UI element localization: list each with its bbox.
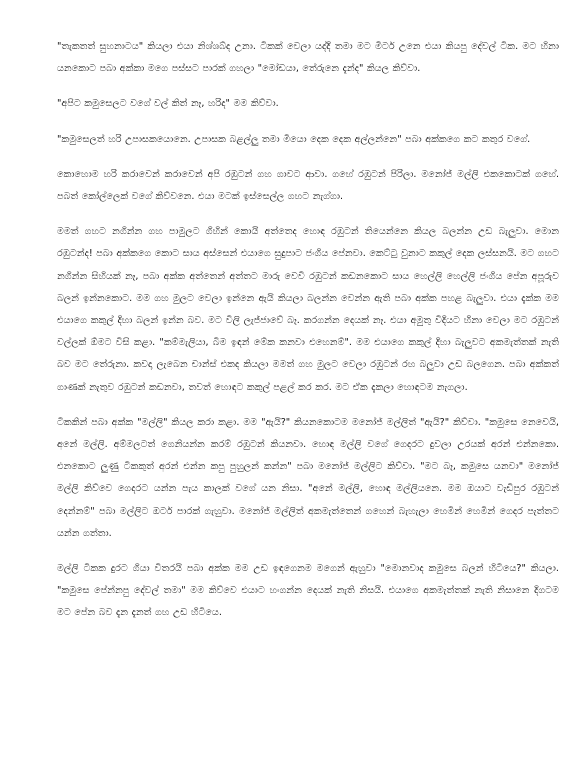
paragraph-5: මමත් ගහට නගින්න ගහ පාමුලට ගිහින් කොයි අත්තෙද හොඳ රඹුටන් තියෙන්නෙ කියල බලන්න උඩ බැලුවා. මොන රඹුටන්ද! පබා අක්කගෙ කොට සාය අස්සෙන් එයාගෙ සුදුපාට ජංගිය පේනවා. කෙට්ටු වුනාට කකුල් දෙක ලස්සනයි. මට ගහට නගින්න සිහියක් නෑ, පබා අක්ක අත්තෙන් අත්තට මාරු වෙවී රඹුටන් කඩනකොට සාය හෙල්ලි හෙල්ලි ජංගිය පේන අපූරුව බලන් ඉන්නකොට. මම ගහ මුලට වෙලා ඉන්නෙ ඇයි කියලා බලන්න වෙන්න ඇති පබා අක්ක පහළ බැලුවා. එයා දැක්ක මම එයාගෙ කකුල් දිහා බලන් ඉන්න බව. මට විලි ලැජ්ජාවේ බෑ. කරගන්න දෙයක් නෑ. එයා අමුතු විදියට හිනා වෙලා මට රඹුටන් වල්ලක් ඕමට විසි කළා. "කම්මැලියා, බිම ඉඳන් මේක කනවා එහෙනම්". මම එයාගෙ කකුල් දිහා බැලුවට අකමැත්තක් නැති බව මට තේරුනා. කවදා ලැබෙන චාන්ස් එකද කියලා මමත් ගහ මුලට වෙලා රඹුටන් රහ බලුවා උඩ බලගෙන. පබා අක්කත් ගාණක් නැතුව රඹුටන් කඩනවා, තවත් හොඳට කකුල් පළල් කර කර. මට ඒක දැකලා හොඳටම නැගලා. — [57, 226, 559, 393]
paragraph-4: කොහොම හරි කරාවෙන් කරාවෙන් අපි රඹුටන් ගහ ගාවට ආවා. ගහේ රඹුටන් පිරිලා. මනෝජ් මල්ලි එකකොටක් ගහේ. පබත් කෝල්ලෙක් වගේ කිව්වනෙ. එයා මටක් ඉස්සෙල්ල ගහට නැග්ගා. — [57, 168, 559, 203]
paragraph-1: "තැකතත් සුහනාටය" කියලා එයා නිශ්ශබ්ද උනා. ටිකක් වෙලා යද්දි තමා මට මීටර් උනෙ එයා කියපු දේවල් ටික. මට හිනා යනකොට පබා අක්කා මගෙ පස්සට පාරක් ගහලා "මෝඩයා, තේරුනෙ දැන්ද" කියල කිව්වා. — [57, 41, 559, 75]
paragraph-6: ටිකකින් පබා අක්ක "මල්ලි" කියල කරා කළා. මම "ඇයි?" කියනකොටම මනෝජ් මල්ලිත් "ඇයි?" කිව්වා. "කමුසෙ නෙවෙයි, අනේ මල්ලි. අම්මලටත් ගෙනියන්න කරම් රඹුටන් කියනවා. හොඳ මල්ලි වගේ ගෙදරට දුවලා උරයක් අරන් එන්නකො. එනකොට ලුණු ටිකකුත් අරන් එන්න කපු පුහුලන් කන්න" පබා මනෝජ් මල්ලිට කිව්වා. "මට බෑ, කමුසෙ යනවා" මනෝජ් මල්ලි කිව්වෙ ගෙදරට යන්න පැය කාලක් වගේ යන නිසා. "අනේ මල්ලි, හොඳ මල්ලියනෙ. මම ඔයාට වැඩිපුර රඹුටන් දෙන්නම්" පබා මල්ලිට ඔටර් පාරක් ගැහුවා. මනෝජ් මල්ලිත් අකමැත්තෙන් ගහෙන් බැහැලා හෙමින් හෙමින් ගෙදර පැත්තට යන්න ගත්තා. — [57, 416, 559, 539]
paragraph-7: මල්ලි ටිකක දුරට ගියා විතරයි පබා අක්ක මම උඩ ඉඳගෙනම මගෙන් ඇහුවා "මොනවාද කමුසෙ බලන් හිටියෙ?" කියලා. "කමුසෙ පේන්නපු දේවල් තමා" මම කිව්වෙ එයාට හංගන්න දෙයක් නැති නිසයි. එයාගෙ අකමැත්තක් නැති නිසානෙ දිගටම මට පේන බව දැන දැනත් ගහ උඩ හිටියෙ. — [57, 563, 559, 619]
paragraph-2: "අපිට කමුසෙලට වගේ වල් කිත් නෑ, හරිද" මම කිව්වා. — [57, 98, 279, 110]
paragraph-3: "කමුසෙලත් හරි උපාසකයොනෙ. උපාසක බළල්ලු තමා මීයො දෙක දෙක අල්ලන්නෙ" පබා අක්කගෙ කට කතුර වගේ. — [57, 133, 531, 145]
